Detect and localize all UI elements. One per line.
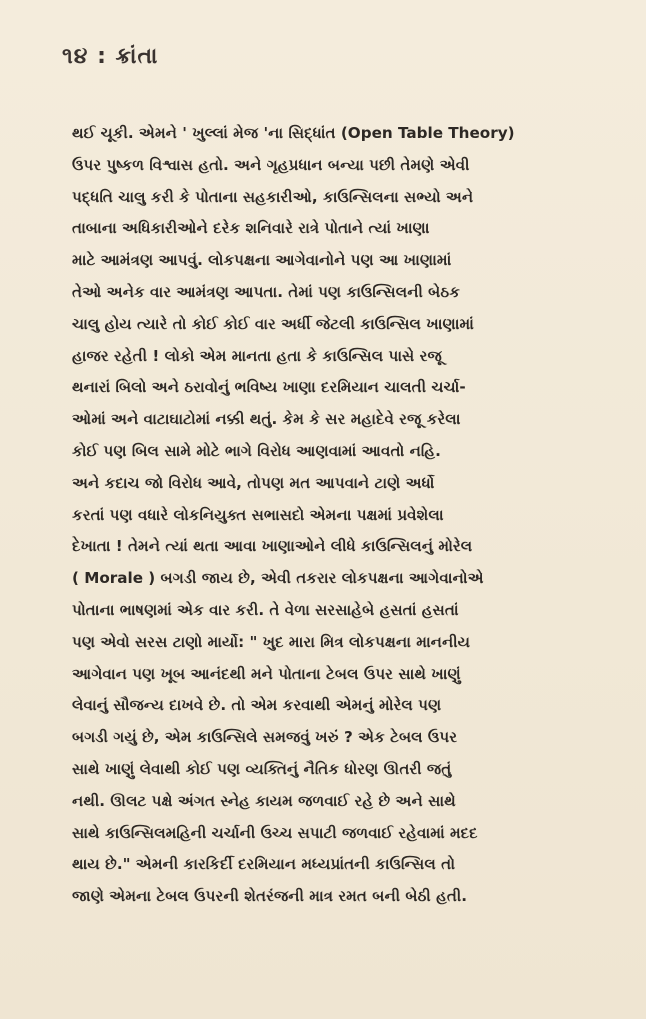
text-line: સાથે કાઉન્સિલમહિની ચર્ચાની ઉચ્ચ સપાટી જળવાઈ રહેવામાં મદદ [72, 823, 478, 842]
text-line: આગેવાન પણ ખૂબ આનંદથી મને પોતાના ટેબલ ઉપર સાથે ખાણું [72, 664, 461, 683]
text-line: ઓમાં અને વાટાઘાટોમાં નક્કી થતું. કેમ કે સર મહાદેવે રજૂ કરેલા [72, 410, 461, 429]
text-line: ઉપર પુષ્કળ વિશ્વાસ હતો. અને ગૃહપ્રધાન બન્યા પછી તેમણે એવી [72, 155, 470, 174]
text-line: ચાલુ હોય ત્યારે તો કોઈ કોઈ વાર અર્ધી જેટલી કાઉન્સિલ ખાણામાં [72, 314, 474, 333]
text-line: થાય છે." એમની કારકિર્દી દરમિયાન મધ્યપ્રાંતની કાઉન્સિલ તો [72, 855, 455, 874]
text-line: થઈ ચૂકી. એમને ' ખુલ્લાં મેજ 'ના સિદ્ધાંત (Open Table Theory) [72, 124, 515, 142]
text-line: નથી. ઊલટ પક્ષે અંગત સ્નેહ કાયમ જળવાઈ રહે છે અને સાથે [72, 791, 456, 810]
text-line: પોતાના ભાષણમાં એક વાર કરી. તે વેળા સરસાહેબે હસતાં હસતાં [72, 600, 459, 619]
text-line: ( Morale ) બગડી જાય છે, એવી તકરાર લોકપક્ષના આગેવાનોએ [72, 569, 484, 588]
text-line: કરતાં પણ વધારે લોકનિયુક્ત સભાસદો એમના પક્ષમાં પ્રવેશેલા [72, 505, 444, 524]
text-line: લેવાનું સૌજન્ય દાખવે છે. તો એમ કરવાથી એમનું મોરેલ પણ [72, 696, 442, 715]
text-line: હાજર રહેતી ! લોકો એમ માનતા હતા કે કાઉન્સિલ પાસે રજૂ [72, 346, 442, 365]
text-line: જાણે એમના ટેબલ ઉપરની શેતરંજની માત્ર રમત બની બેઠી હતી. [72, 887, 468, 906]
text-line: પણ એવો સરસ ટાણો માર્યો: " ખુદ મારા મિત્ર લોકપક્ષના માનનીય [72, 632, 471, 651]
text-line: કોઈ પણ બિલ સામે મોટે ભાગે વિરોધ આણવામાં આવતો નહિ. [72, 441, 441, 460]
text-line: સાથે ખાણું લેવાથી કોઈ પણ વ્યક્તિનું નૈતિક ધોરણ ઊતરી જતું [72, 759, 452, 778]
text-line: માટે આમંત્રણ આપવું. લોકપક્ષના આગેવાનોને પણ આ ખાણામાં [72, 251, 452, 270]
text-line: તાબાના અધિકારીઓને દરેક શનિવારે રાત્રે પોતાને ત્યાં ખાણા [72, 219, 430, 238]
text-line: દેખાતા ! તેમને ત્યાં થતા આવા ખાણાઓને લીધે કાઉન્સિલનું મોરેલ [72, 537, 473, 556]
text-line: તેઓ અનેક વાર આમંત્રણ આપતા. તેમાં પણ કાઉન્સિલની બેઠક [72, 282, 460, 301]
text-line: બગડી ગયું છે, એમ કાઉન્સિલે સમજવું ખરું ? એક ટેબલ ઉપર [72, 728, 458, 747]
text-line: અને કદાચ જો વિરોધ આવે, તોપણ મત આપવાને ટાણે અર્ધો [72, 473, 435, 492]
text-line: થનારાં બિલો અને ઠરાવોનું ભવિષ્ય ખાણા દરમિયાન ચાલતી ચર્ચા- [72, 378, 466, 397]
running-head: ૧૪ : ક્રાંતા [62, 44, 159, 69]
text-line: પદ્ધતિ ચાલુ કરી કે પોતાના સહકારીઓ, કાઉન્સિલના સભ્યો અને [72, 187, 474, 206]
body-paragraph [72, 118, 612, 913]
